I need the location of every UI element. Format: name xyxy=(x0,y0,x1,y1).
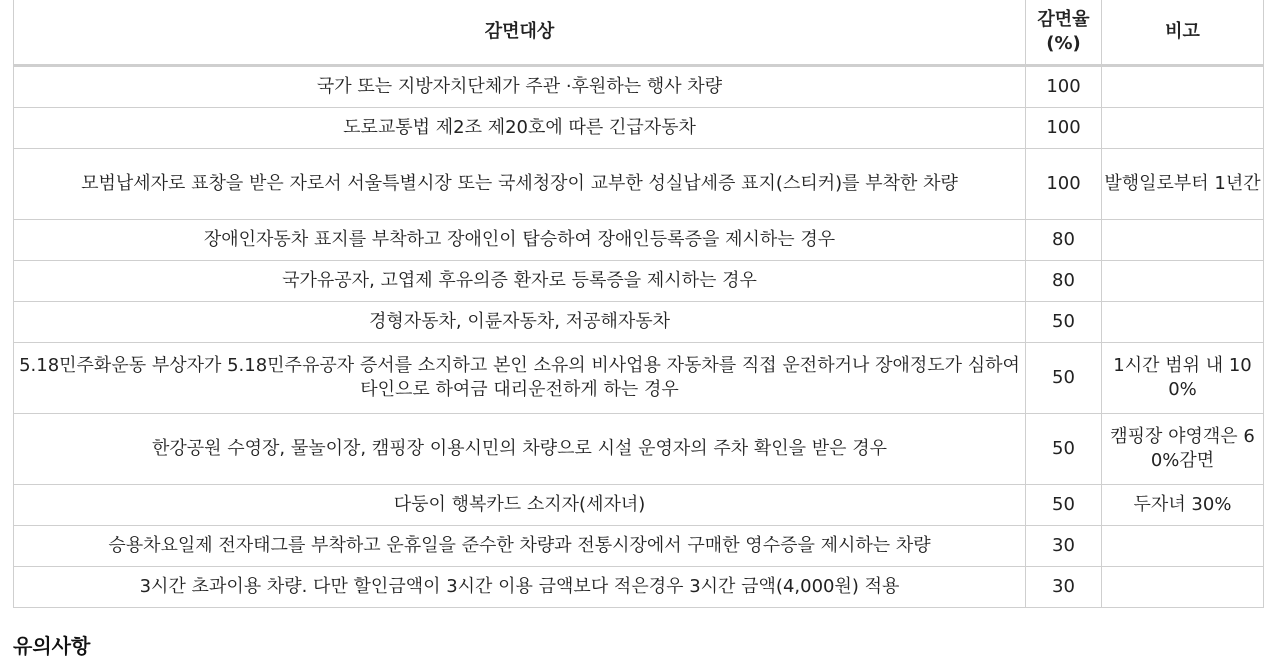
header-note: 비고 xyxy=(1102,0,1264,66)
target-cell: 모범납세자로 표창을 받은 자로서 서울특별시장 또는 국세청장이 교부한 성실납세증 표지(스티커)를 부착한 차량 xyxy=(14,149,1026,220)
note-cell: 두자녀 30% xyxy=(1102,485,1264,526)
target-cell: 3시간 초과이용 차량. 다만 할인금액이 3시간 이용 금액보다 적은경우 3시간 금액(4,000원) 적용 xyxy=(14,567,1026,608)
rate-cell: 100 xyxy=(1026,149,1102,220)
target-cell: 국가유공자, 고엽제 후유의증 환자로 등록증을 제시하는 경우 xyxy=(14,261,1026,302)
table-row xyxy=(14,343,1264,414)
table-row xyxy=(14,302,1264,343)
target-cell: 승용차요일제 전자태그를 부착하고 운휴일을 준수한 차량과 전통시장에서 구매한 영수증을 제시하는 차량 xyxy=(14,526,1026,567)
discount-table xyxy=(13,0,1264,608)
target-cell: 경형자동차, 이륜자동차, 저공해자동차 xyxy=(14,302,1026,343)
note-cell xyxy=(1102,302,1264,343)
target-cell: 국가 또는 지방자치단체가 주관 ·후원하는 행사 차량 xyxy=(14,66,1026,108)
rate-cell: 80 xyxy=(1026,261,1102,302)
table-row xyxy=(14,108,1264,149)
note-cell: 캠핑장 야영객은 60%감면 xyxy=(1102,414,1264,485)
target-cell: 한강공원 수영장, 물놀이장, 캠핑장 이용시민의 차량으로 시설 운영자의 주차 확인을 받은 경우 xyxy=(14,414,1026,485)
table-row xyxy=(14,485,1264,526)
table-row xyxy=(14,567,1264,608)
rate-cell: 100 xyxy=(1026,108,1102,149)
note-cell xyxy=(1102,220,1264,261)
note-cell xyxy=(1102,526,1264,567)
note-cell: 1시간 범위 내 100% xyxy=(1102,343,1264,414)
rate-cell: 30 xyxy=(1026,567,1102,608)
note-cell xyxy=(1102,108,1264,149)
rate-cell: 50 xyxy=(1026,302,1102,343)
note-cell: 발행일로부터 1년간 xyxy=(1102,149,1264,220)
rate-cell: 30 xyxy=(1026,526,1102,567)
note-cell xyxy=(1102,66,1264,108)
header-rate: 감면율(%) xyxy=(1026,0,1102,66)
table-row xyxy=(14,526,1264,567)
rate-cell: 50 xyxy=(1026,485,1102,526)
rate-cell: 80 xyxy=(1026,220,1102,261)
table-row xyxy=(14,66,1264,108)
rate-cell: 50 xyxy=(1026,414,1102,485)
header-target: 감면대상 xyxy=(14,0,1026,66)
table-row xyxy=(14,149,1264,220)
target-cell: 5.18민주화운동 부상자가 5.18민주유공자 증서를 소지하고 본인 소유의 비사업용 자동차를 직접 운전하거나 장애정도가 심하여 타인으로 하여금 대리운전하게 하는 경우 xyxy=(14,343,1026,414)
section-title-notes: 유의사항 xyxy=(13,634,91,658)
table-row xyxy=(14,414,1264,485)
target-cell: 장애인자동차 표지를 부착하고 장애인이 탑승하여 장애인등록증을 제시하는 경우 xyxy=(14,220,1026,261)
note-cell xyxy=(1102,567,1264,608)
rate-cell: 50 xyxy=(1026,343,1102,414)
table-row xyxy=(14,261,1264,302)
table-header-row xyxy=(14,0,1264,66)
note-cell xyxy=(1102,261,1264,302)
target-cell: 도로교통법 제2조 제20호에 따른 긴급자동차 xyxy=(14,108,1026,149)
rate-cell: 100 xyxy=(1026,66,1102,108)
table-row xyxy=(14,220,1264,261)
target-cell: 다둥이 행복카드 소지자(세자녀) xyxy=(14,485,1026,526)
